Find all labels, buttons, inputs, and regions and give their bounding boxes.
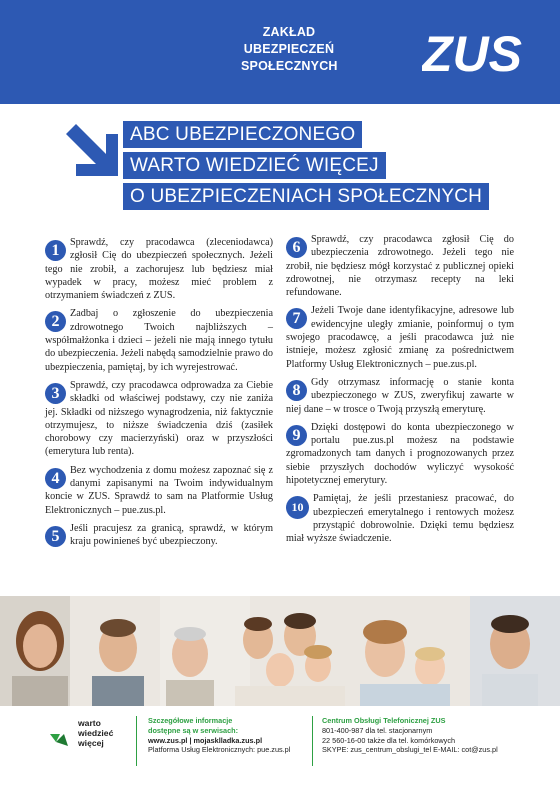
tip-item xyxy=(286,492,514,545)
info-heading-2: dostępne są w serwisach: xyxy=(148,725,239,735)
tip-item xyxy=(286,233,514,299)
tip-number: 2 xyxy=(45,311,66,332)
zus-logo-text: ZUS xyxy=(422,26,522,79)
tip-text: Jeśli pracujesz za granicą, sprawdź, w którym kraju powinieneś być ubezpieczony. xyxy=(70,522,273,548)
tip-number: 5 xyxy=(45,526,66,547)
tips-column-right xyxy=(286,233,514,551)
org-name xyxy=(241,24,337,75)
tip-text: Bez wychodzenia z domu możesz zapoznać się z danymi zapisanymi na Twoim indywidualnym koncie w ZUS. Sprawdź to sam na Platformie Usług Elektronicznych – pue.zus.pl. xyxy=(45,464,273,516)
tips-column-left xyxy=(45,236,273,554)
arrow-down-right-icon xyxy=(66,124,124,182)
page-title xyxy=(123,121,489,214)
zus-logo xyxy=(422,23,522,79)
contact-heading: Centrum Obsługi Telefonicznej ZUS xyxy=(322,716,446,725)
org-name-line-2: UBEZPIECZEŃ xyxy=(243,42,335,56)
tip-text: Zadbaj o zgłoszenie do ubezpieczenia zdrowotnego Twoich najbliższych – współmałżonka i dzieci – jeżeli nie mają innego tytułu do ubezpieczenia. Jeżeli nabędą samodzielnie prawo do ubezpieczenia, pamiętaj, by ich wyrejestrować. xyxy=(45,308,273,373)
title-line-1: ABC UBEZPIECZONEGO xyxy=(123,121,362,148)
tip-text: Gdy otrzymasz informację o stanie konta ubezpieczonego w ZUS, zweryfikuj zawarte w niej dane – w trosce o Twoją przyszłą emeryturę. xyxy=(286,376,514,415)
people-photo-strip xyxy=(0,596,560,706)
tip-number: 9 xyxy=(286,425,307,446)
footer-contact xyxy=(322,716,542,755)
contact-phone-1: 801-400-987 dla tel. stacjonarnym xyxy=(322,725,433,735)
tip-number: 6 xyxy=(286,237,307,258)
contact-skype-email[interactable]: SKYPE: zus_centrum_obslugi_tel E-MAIL: cot@zus.pl xyxy=(322,745,498,755)
tip-item xyxy=(45,236,273,302)
org-name-line-1: ZAKŁAD xyxy=(262,25,316,39)
people-photo xyxy=(0,596,560,706)
tip-number: 1 xyxy=(45,240,66,261)
tip-text: Pamiętaj, że jeśli przestaniesz pracować, do ubezpieczeń emerytalnego i rentowych możesz przystąpić dobrowolnie. Dzięki temu będziesz miał wyższe świadczenie. xyxy=(286,493,514,545)
tip-text: Jeżeli Twoje dane identyfikacyjne, adresowe lub ewidencyjne uległy zmianie, poinformuj o tym swojego pracodawcę, a jeśli pracodawca już nie istnieje, możesz zgłosić zmianę za pośrednictwem Platformy Usług Elektronicznych – pue.zus.pl. xyxy=(286,305,514,370)
warto-wiedziec-logo-text xyxy=(78,718,113,748)
tip-text: Sprawdź, czy pracodawca zgłosił Cię do ubezpieczenia zdrowotnego. Jeżeli tego nie zrobił, nie będziesz mógł korzystać z publicznej opieki zdrowotnej, nie otrzymasz recepty na leki refundowane. xyxy=(286,234,514,299)
title-line-3: O UBEZPIECZENIACH SPOŁECZNYCH xyxy=(123,183,489,210)
tip-item xyxy=(286,421,514,487)
tip-item xyxy=(45,379,273,459)
contact-phone-2: 22 560-16-00 także dla tel. komórkowych xyxy=(322,735,456,745)
tip-number: 3 xyxy=(45,383,66,404)
tip-text: Sprawdź, czy pracodawca (zleceniodawca) zgłosił Cię do ubezpieczeń społecznych. Jeżeli tego nie zrobił, a zachorujesz lub będziesz miał wypadek w pracy, możesz mieć problem z otrzymaniem świadczeń z ZUS. xyxy=(45,237,273,302)
tip-text: Sprawdź, czy pracodawca odprowadza za Ciebie składki od właściwej podstawy, czy nie zaniża jej. Składki od niższego wynagrodzenia, niż faktycznie otrzymujesz, to niższe świadczenia dziś (zasiłek chorobowy czy macierzyński) oraz w przyszłości (emerytura lub renta). xyxy=(45,379,273,458)
tip-number: 8 xyxy=(286,380,307,401)
tip-item xyxy=(286,376,514,416)
logo-line-2: wiedzieć xyxy=(78,728,114,738)
tip-item xyxy=(45,307,273,373)
logo-line-3: więcej xyxy=(78,738,104,748)
tip-text: Dzięki dostępowi do konta ubezpieczonego w portalu pue.zus.pl możesz na podstawie zgromadzonych tam danych i prognozowanych przez siebie przyszłych dochodów wyliczyć wysokość hipotetycznej emerytury. xyxy=(286,421,514,487)
org-name-line-3: SPOŁECZNYCH xyxy=(241,59,338,73)
tip-number: 4 xyxy=(45,468,66,489)
logo-line-1: warto xyxy=(78,718,101,728)
footer-info xyxy=(148,716,308,755)
header-banner xyxy=(0,0,560,104)
info-pue-link[interactable]: Platforma Usług Elektronicznych: pue.zus.pl xyxy=(148,745,291,755)
tip-item xyxy=(45,522,273,549)
footer-divider-1 xyxy=(136,716,137,766)
footer-divider-2 xyxy=(312,716,313,766)
title-line-2: WARTO WIEDZIEĆ WIĘCEJ xyxy=(123,152,386,179)
tip-item xyxy=(286,304,514,370)
tip-number: 10 xyxy=(286,496,309,519)
tip-item xyxy=(45,464,273,517)
tip-number: 7 xyxy=(286,308,307,329)
info-sites-link[interactable]: www.zus.pl | mojasklladka.zus.pl xyxy=(148,735,263,745)
info-heading-1: Szczegółowe informacje xyxy=(148,716,233,725)
